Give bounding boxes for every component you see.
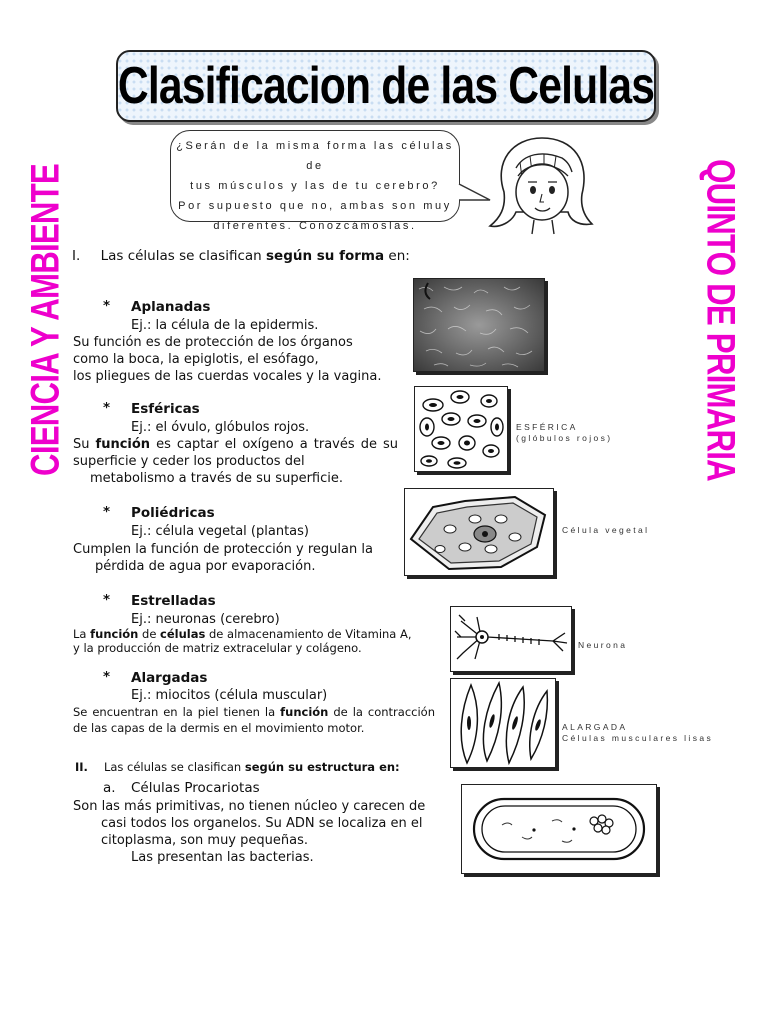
muscle-caption: ALARGADA <box>562 722 628 732</box>
poliedricas-example: Ej.: célula vegetal (plantas) <box>131 524 309 539</box>
esfericas-desc: metabolismo a través de su superficie. <box>90 471 343 486</box>
text-bold: función <box>280 705 329 719</box>
estrelladas-desc <box>73 627 412 641</box>
aplanadas-desc: Su función es de protección de los órganos <box>73 335 353 350</box>
procariotas-desc: casi todos los organelos. Su ADN se localiza en el <box>101 816 423 831</box>
page-title: Clasificacion de las Celulas <box>117 57 655 115</box>
red-blood-cells-icon <box>415 387 507 471</box>
plant-cell-image <box>404 488 554 576</box>
bubble-line: diferentes. Conozcámoslas. <box>213 220 417 232</box>
epidermis-image <box>413 278 545 372</box>
section-bold: según su estructura en: <box>244 760 400 774</box>
procariotas-letter: a. <box>103 780 116 796</box>
poliedricas-desc: Cumplen la función de protección y regulan la <box>73 542 373 557</box>
red-blood-cells-image <box>414 386 508 472</box>
neuron-image <box>450 606 572 672</box>
text-bold: función <box>95 437 151 452</box>
esfericas-example: Ej.: el óvulo, glóbulos rojos. <box>131 420 310 435</box>
text-part: de la contracción de las capas de la dermis en el movimiento motor. <box>73 705 436 735</box>
section-2-heading <box>75 760 400 774</box>
text-part: La <box>73 627 91 641</box>
aplanadas-example: Ej.: la célula de la epidermis. <box>131 318 319 333</box>
text-part: es captar el oxígeno a través de su superficie y ceder los productos del <box>73 437 398 469</box>
poliedricas-heading: Poliédricas <box>131 505 215 521</box>
muscle-caption-sub: Células musculares lisas <box>562 733 714 743</box>
section-number: II. <box>75 760 88 774</box>
procariotas-desc: Son las más primitivas, no tienen núcleo y carecen de <box>73 799 426 814</box>
section-number: I. <box>72 248 81 264</box>
neuron-caption: Neurona <box>578 640 628 650</box>
epidermis-cells-icon <box>414 279 544 371</box>
plant-cell-icon <box>405 489 553 575</box>
procariotas-desc: citoplasma, son muy pequeñas. <box>101 833 308 848</box>
section-1-heading <box>72 248 410 265</box>
title-banner <box>116 50 656 122</box>
estrelladas-heading: Estrelladas <box>131 593 216 609</box>
neuron-icon <box>451 607 571 671</box>
aplanadas-heading: Aplanadas <box>131 299 211 315</box>
side-label-right: QUINTO DE PRIMARIA <box>698 159 743 481</box>
side-label-left: CIENCIA Y AMBIENTE <box>23 164 68 476</box>
text-part: de <box>138 627 161 641</box>
poliedricas-desc: pérdida de agua por evaporación. <box>95 559 316 574</box>
bacteria-icon <box>462 785 656 873</box>
speech-bubble <box>170 130 460 232</box>
bullet: * <box>103 298 111 314</box>
bullet: * <box>103 669 111 685</box>
alargadas-example: Ej.: miocitos (célula muscular) <box>131 688 328 703</box>
bubble-line: ¿Serán de la misma forma las células de <box>176 140 454 172</box>
text-bold: células <box>160 627 206 641</box>
estrelladas-example: Ej.: neuronas (cerebro) <box>131 612 280 627</box>
bullet: * <box>103 592 111 608</box>
text-part: Su <box>73 437 96 452</box>
esferica-caption-sub: (glóbulos rojos) <box>516 433 613 443</box>
text-bold: función <box>90 627 139 641</box>
aplanadas-desc: como la boca, la epiglotis, el esófago, <box>73 352 319 367</box>
section-text: Las células se clasifican <box>100 248 266 264</box>
procariotas-desc: Las presentan las bacterias. <box>131 850 314 865</box>
esfericas-desc <box>73 436 398 470</box>
bubble-line: Por supuesto que no, ambas son muy <box>178 200 452 212</box>
plant-cell-caption: Célula vegetal <box>562 525 650 535</box>
estrelladas-desc: y la producción de matriz extracelular y colágeno. <box>73 641 362 655</box>
text-part: Se encuentran en la piel tienen la <box>73 705 281 719</box>
muscle-cells-image <box>450 678 556 768</box>
esfericas-heading: Esféricas <box>131 401 200 417</box>
bullet: * <box>103 504 111 520</box>
section-text-end: en: <box>384 248 410 264</box>
muscle-cells-icon <box>451 679 555 767</box>
bubble-line: tus músculos y las de tu cerebro? <box>190 180 440 192</box>
text-part: de almacenamiento de Vitamina A, <box>205 627 412 641</box>
section-text: Las células se clasifican <box>103 760 245 774</box>
alargadas-desc <box>73 704 435 736</box>
procariotas-heading: Células Procariotas <box>131 780 260 796</box>
esferica-caption: ESFÉRICA <box>516 422 578 432</box>
bullet: * <box>103 400 111 416</box>
aplanadas-desc: los pliegues de las cuerdas vocales y la vagina. <box>73 369 382 384</box>
section-bold: según su forma <box>266 248 385 264</box>
bacteria-image <box>461 784 657 874</box>
alargadas-heading: Alargadas <box>131 670 208 686</box>
girl-face-icon <box>486 132 598 236</box>
